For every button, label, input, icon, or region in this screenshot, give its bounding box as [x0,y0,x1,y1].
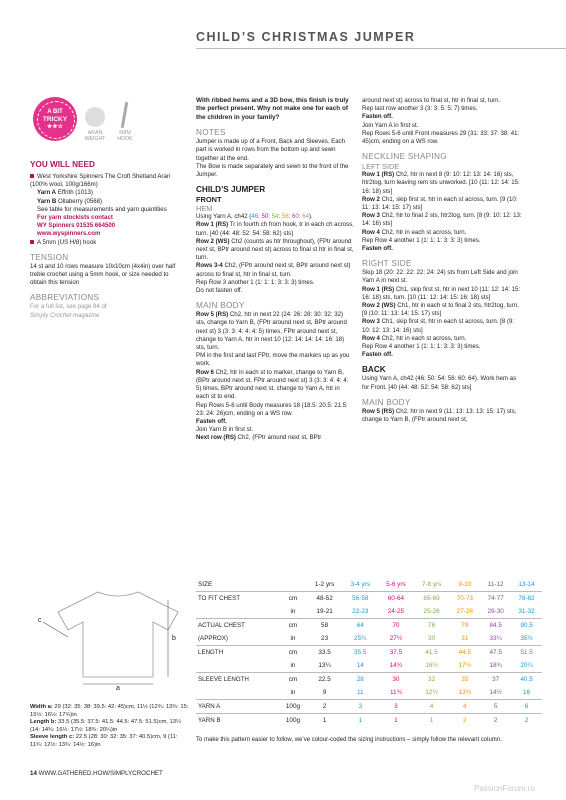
left-column: YOU WILL NEED West Yorkshire Spinners The Croft Shetland Aran (100% wool, 100g/166m) Yarn A Effrith (1013) Yarn B Ollaberry (0568) See table for measurements and yarn quantities For yarn stockists contact WY Spinners 01535 664500 www.wyspinners.com A 5mm (US H/8) hook TENSION 14 st and 10 rows measure 10x10cm (4x4in) over half treble crochet using a 5mm hook, or size needed to obtain this tension ABBREVIATIONS For a full list, see page 84 of Simply Crochet magazine [30,160,180,320]
table-row: in 9 11 11¾ 12½ 13¾ 14½ 16 [290,689,531,696]
yarn-ball-icon [85,107,105,127]
dimension-a: a [116,685,120,692]
size-header-row: SIZE 1-2 yrs 3-4 yrs 5-6 yrs 7-8 yrs 9-10 11-12 13-14 [198,581,535,588]
difficulty-badge: A BIT TRICKY ★★☆ [33,97,77,141]
jumper-schematic [28,582,188,692]
table-row: TO FIT CHEST cm 48-52 56-58 60-64 65-69 70-73 74-77 78-82 [196,592,542,606]
pattern-column-2: With ribbed hems and a 3D bow, this finish is truly the perfect present. Why not make one for each of the children in your family? NOTES Jumper is made up of a Front, Back and Sleeves. Each part is worked in rows from the bottom up and sewn together at the end. The Bow is made separately and sewn to the front of the Jumper. CHILD’S JUMPER FRONT HEM Using Yarn A, ch42 (46: 50: 54: 56: 60: 64). Row 1 (RS) Tr in fourth ch from hook, tr in each ch across, turn. [40 (44: 48: 52: 54: 58: 62) sts] Row 2 (WS) Ch2 (counts as htr throughout), (FPtr around next st, BPtr around next st) across to final st htr in final st, turn. Rows 3-4 Ch2, (FPtr around next st, BPtr around next st) across to final st, htr in final st, turn. Rep Row 3 another 1 (1: 1: 1: 3: 3: 3) times. Do not fasten off. MAIN BODY Row 5 (RS) Ch2, htr in next 22 (24: 26: 28: 30: 32: 32) sts, change to Yarn B, (FPtr around next st, BPtr around next st) 3 (3: 3: 4: 4: 4: 5) times, FPtr around next st, change to Yarn A, htr in next 10 (12: 14: 14: 14: 16: 18) sts, turn. PM in the first and last FPtr, move the markers up as you work. Row 6 Ch2, htr in each st to marker, change to Yarn B, (BPtr around next st, FPtr around next st) 3 (3: 3: 4: 4: 4: 5) times, BPtr around next st, change to Yarn A, htr in each st to end. Rep Rows 5-6 until Body measures 18 (18.5: 20.5: 21.5: 23: 24: 26)cm, ending on a WS row. Fasten off. Join Yarn B in first st. Next row (RS) Ch2, (FPtr around next st, BPtr [196,97,354,442]
table-row: ACTUAL CHEST cm 58 64 70 76 79 84.5 90.5 [196,619,542,633]
table-row: (APPROX) in 23 25¼ 27½ 30 31 33¼ 35½ [198,635,533,642]
table-row: SLEEVE LENGTH cm 22.5 28 30 32 35 37 40.5 [196,673,542,687]
tension-heading: TENSION [30,252,69,262]
table-row: LENGTH cm 33.5 35.5 37.5 41.5 44.5 47.5 51.5 [196,646,542,660]
you-will-need-heading: YOU WILL NEED [30,160,95,169]
measurements-text: Width a: 29 (32: 35: 38: 39.5: 42: 45)cm, 11½ (12¾: 13¾: 15: 15½: 16½: 17¾)in Length b: 33.5 (35.5: 37.5: 41.5: 44.5: 47.5: 51.5)cm, 13¼ (14: 14¾: 16½: 17½: 18¾: 20¼)in Sleeve length c: 22.5 (28: 30: 32: 35: 37: 40.5)cm, 9 (11: 11¾: 12½: 13¾: 14½: 16)in [30,704,189,748]
dimension-c: c [38,617,42,624]
hook-icon [121,102,128,128]
title-rule [196,48,566,49]
stars-icon: ★★☆ [46,124,64,130]
dimension-b: b [172,635,176,642]
page-title: CHILD’S CHRISTMAS JUMPER [196,30,416,44]
pattern-column-3: around next st) across to final st, htr in final st, turn. Rep last row another 3 (3: 3: 5: 5: 7) times. Fasten off. Join Yarn A in first st. Rep Rows 5-6 until Front measures 29 (31: 33: 37: 38: 41: 45)cm, ending on a WS row. NECKLINE SHAPING LEFT SIDE Row 1 (RS) Ch2, htr in next 8 (9: 10: 12: 13: 14: 16) sts, htr2tog, turn leaving rem sts unworked. [10 (11: 12: 14: 15: 16: 18) sts] Row 2 Ch1, skip first st, htr in each st across, turn. [9 (10: 11: 13: 14: 15: 17) sts] Row 3 Ch2, htr to final 2 sts, htr2tog, turn. [8 (9: 10: 12: 13: 14: 16) sts] Row 4 Ch2, htr in each st across, turn. Rep Row 4 another 1 (1: 1: 1: 3: 3: 3) times. Fasten off. RIGHT SIDE Skip 18 (20: 22: 22: 22: 24: 24) sts from Left Side and join Yarn A in next st. Row 1 (RS) Ch1, skip first st, htr in next 10 (11: 12: 14: 15: 16: 18) sts, turn. [10 (11: 12: 14: 15: 16: 18) sts] Row 2 (WS) Ch1, htr in each st to final 2 sts, htr2tog, turn. [9 (10: 11: 13: 14: 15: 17) sts] Row 3 Ch1, skip first st, htr in each st across, turn. [8 (9: 10: 12: 13: 14: 16) sts] Row 4 Ch2, htr in each st across, turn. Rep Row 4 another 1 (1: 1: 1: 3: 3: 3) times. Fasten off. BACK Using Yarn A, ch42 (46: 50: 54: 56: 60: 64). Work hem as for Front. [40 (44: 48: 52: 54: 58: 62) sts] MAIN BODY Row 5 (RS) Ch2, htr in next 9 (11: 13: 13: 13: 15: 17) sts, change to Yarn B, (FPtr around next st, [362,97,522,424]
table-row: YARN A 100g 2 3 3 4 4 5 6 [196,700,542,714]
page-footer: 14 WWW.GATHERED.HOW/SIMPLYCROCHET [30,770,163,777]
size-table [196,578,542,727]
watermark: PassionForum.ru [474,784,535,793]
abbreviations-heading: ABBREVIATIONS [30,293,100,303]
hook-size-label: 5MM HOOK [117,130,133,142]
yarn-weight-label: ARAN WEIGHT [84,130,106,142]
table-row: YARN B 100g 1 1 1 1 2 2 2 [196,714,542,728]
table-row: in 13¼ 14 14¾ 16½ 17½ 18¾ 20¼ [290,662,533,669]
table-note: To make this pattern easier to follow, we’ve colour-coded the sizing instructions – simply follow the relevant column. [196,737,502,743]
table-row: in 19-21 22-23 24-25 25-26 27-28 29-30 31-32 [290,608,535,615]
